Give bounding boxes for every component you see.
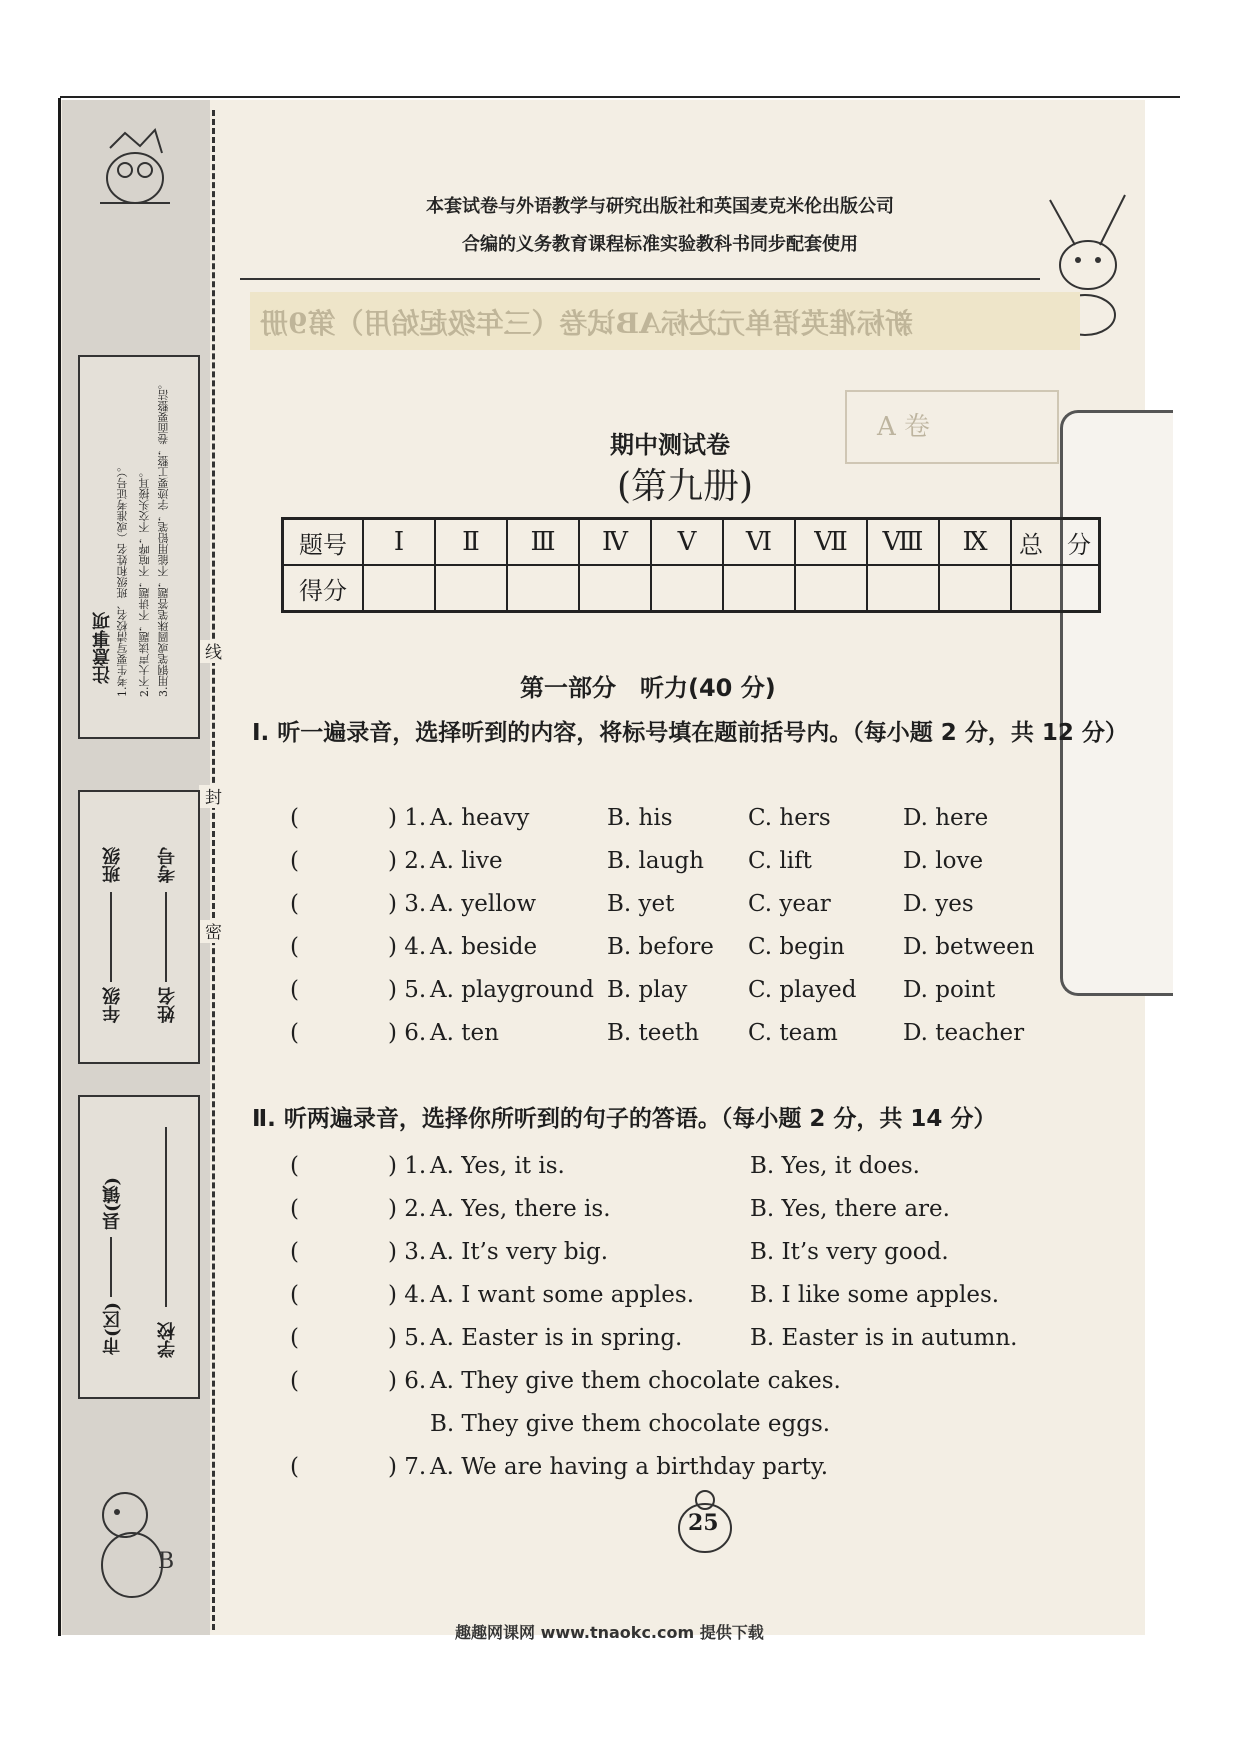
option-a: A. yellow	[430, 891, 537, 917]
answer-paren[interactable]: (	[290, 934, 299, 960]
option-b: B. teeth	[607, 1020, 700, 1046]
option-a: A. ten	[430, 1020, 499, 1046]
option-a: A. live	[430, 848, 503, 874]
answer-paren[interactable]: (	[290, 1239, 299, 1265]
option-b: B. before	[607, 934, 714, 960]
option-a: A. Yes, it is.	[430, 1153, 565, 1179]
county-label: 县(镇)	[102, 1177, 123, 1231]
option-b: B. play	[607, 977, 688, 1003]
option-a: A. I want some apples.	[430, 1282, 695, 1308]
grade-label: 年级	[102, 987, 123, 1023]
class-blank[interactable]	[110, 892, 113, 982]
note-2: 2.不大声读题，不讲题，不喧哗，不交头接耳。	[138, 466, 151, 697]
score-cell[interactable]	[579, 565, 651, 612]
note-1: 1.考生要写清校名、班级和姓名（或准考证号）。	[116, 461, 129, 697]
cut-word-seal: 封	[199, 785, 224, 808]
option-a: A. It’s very big.	[430, 1239, 609, 1265]
svg-text:B: B	[158, 1549, 175, 1574]
option-a: A. Easter is in spring.	[430, 1325, 683, 1351]
download-footer[interactable]: 趣趣网课网 www.tnaokc.com 提供下载	[455, 1623, 764, 1642]
school-blank[interactable]	[165, 1127, 168, 1307]
header-rule	[240, 278, 1040, 280]
option-b: B. Yes, it does.	[750, 1153, 920, 1179]
answer-paren[interactable]: (	[290, 1454, 299, 1480]
option-d: D. teacher	[903, 1020, 1025, 1046]
score-cell[interactable]	[867, 565, 939, 612]
exam-title: 期中测试卷	[610, 431, 730, 459]
column-7: Ⅶ	[795, 519, 867, 566]
notes-box	[78, 355, 200, 739]
column-9: Ⅸ	[939, 519, 1011, 566]
answer-paren[interactable]: (	[290, 1153, 299, 1179]
question-number-row	[283, 519, 1100, 566]
cut-word-line: 线	[199, 640, 224, 663]
option-b: B. It’s very good.	[750, 1239, 949, 1265]
cut-word-secret: 密	[199, 920, 224, 943]
option-d: D. between	[903, 934, 1035, 960]
answer-paren[interactable]: (	[290, 1196, 299, 1222]
answer-paren[interactable]: (	[290, 848, 299, 874]
option-b: B. yet	[607, 891, 675, 917]
column-1: Ⅰ	[363, 519, 435, 566]
school-info-box	[78, 1095, 200, 1399]
score-cell[interactable]	[795, 565, 867, 612]
question-number: ) 1.	[388, 805, 427, 831]
option-c: C. team	[748, 1020, 838, 1046]
section-2-instruction: Ⅱ. 听两遍录音，选择你所听到的句子的答语。（每小题 2 分，共 14 分）	[252, 1106, 997, 1132]
question-number: ) 6.	[388, 1020, 427, 1046]
answer-paren[interactable]: (	[290, 891, 299, 917]
option-c: C. played	[748, 977, 857, 1003]
section-1-instruction: Ⅰ. 听一遍录音，选择听到的内容，将标号填在题前括号内。（每小题 2 分，共 12 分）	[252, 720, 1128, 746]
option-c: C. year	[748, 891, 831, 917]
score-table	[281, 517, 1101, 613]
bleed-through-box	[845, 390, 1059, 464]
publisher-line-2: 合编的义务教育课程标准实验教科书同步配套使用	[462, 234, 858, 255]
score-cell[interactable]	[651, 565, 723, 612]
column-8: Ⅷ	[867, 519, 939, 566]
owl-cartoon-icon	[70, 118, 200, 218]
score-row	[283, 565, 1100, 612]
option-a: A. We are having a birthday party.	[430, 1454, 829, 1480]
column-6: Ⅵ	[723, 519, 795, 566]
option-c: C. begin	[748, 934, 845, 960]
bear-cartoon-icon	[70, 1480, 200, 1610]
option-b: B. laugh	[607, 848, 704, 874]
answer-paren[interactable]: (	[290, 1325, 299, 1351]
name-label: 姓名	[157, 987, 178, 1023]
option-b: B. They give them chocolate eggs.	[430, 1411, 831, 1437]
scan-top-border	[60, 96, 1180, 98]
option-b: B. his	[607, 805, 673, 831]
underlying-paper-edge	[1060, 410, 1173, 996]
question-number: ) 6.	[388, 1368, 427, 1394]
question-number: ) 2.	[388, 848, 427, 874]
score-cell[interactable]	[507, 565, 579, 612]
option-b: B. Yes, there are.	[750, 1196, 950, 1222]
column-3: Ⅲ	[507, 519, 579, 566]
answer-paren[interactable]: (	[290, 1020, 299, 1046]
option-c: C. lift	[748, 848, 812, 874]
question-number: ) 4.	[388, 934, 427, 960]
option-a: A. playground	[430, 977, 594, 1003]
option-d: D. yes	[903, 891, 974, 917]
part-one-heading: 第一部分 听力(40 分)	[520, 674, 776, 702]
question-number: ) 2.	[388, 1196, 427, 1222]
score-cell[interactable]	[363, 565, 435, 612]
question-number: ) 3.	[388, 1239, 427, 1265]
score-cell[interactable]	[939, 565, 1011, 612]
bleed-box-text: A 卷	[877, 412, 931, 442]
option-d: D. love	[903, 848, 984, 874]
total-label: 总 分	[1011, 519, 1100, 566]
student-info-box	[78, 790, 200, 1064]
score-cell[interactable]	[723, 565, 795, 612]
option-c: C. hers	[748, 805, 831, 831]
page-number: 25	[688, 1510, 719, 1536]
option-d: D. here	[903, 805, 989, 831]
total-score-cell[interactable]	[1011, 565, 1100, 612]
answer-paren[interactable]: (	[290, 805, 299, 831]
question-number: ) 4.	[388, 1282, 427, 1308]
answer-paren[interactable]: (	[290, 977, 299, 1003]
option-a: A. They give them chocolate cakes.	[430, 1368, 841, 1394]
question-number-label: 题号	[283, 519, 364, 566]
option-d: D. point	[903, 977, 996, 1003]
option-a: A. Yes, there is.	[430, 1196, 611, 1222]
question-number: ) 3.	[388, 891, 427, 917]
class-label: 班级	[102, 847, 123, 883]
column-5: Ⅴ	[651, 519, 723, 566]
cut-line	[212, 110, 215, 1630]
exam-number-blank[interactable]	[165, 892, 168, 982]
county-blank[interactable]	[110, 1237, 113, 1297]
question-number: ) 5.	[388, 1325, 427, 1351]
mirrored-bleed-text: 新标准英语单元达标AB试卷（三年级起始用）第9册	[260, 307, 913, 340]
answer-paren[interactable]: (	[290, 1368, 299, 1394]
notes-label: 注意事项	[92, 612, 113, 684]
option-a: A. heavy	[430, 805, 530, 831]
answer-paren[interactable]: (	[290, 1282, 299, 1308]
exam-number-label: 考号	[157, 847, 178, 883]
column-2: Ⅱ	[435, 519, 507, 566]
question-number: ) 7.	[388, 1454, 427, 1480]
scan-left-border	[58, 98, 61, 1636]
option-a: A. beside	[430, 934, 538, 960]
note-3: 3.用钢笔或圆珠笔答题，不能用铅笔，字迹要工整，卷面要整洁。	[157, 378, 170, 697]
city-label: 市(区)	[102, 1302, 123, 1356]
option-b: B. Easter is in autumn.	[750, 1325, 1018, 1351]
score-cell[interactable]	[435, 565, 507, 612]
exam-subtitle: (第九册)	[616, 466, 754, 507]
question-number: ) 5.	[388, 977, 427, 1003]
question-number: ) 1.	[388, 1153, 427, 1179]
publisher-line-1: 本套试卷与外语教学与研究出版社和英国麦克米伦出版公司	[426, 196, 894, 217]
option-b: B. I like some apples.	[750, 1282, 1000, 1308]
school-label: 学校	[157, 1322, 178, 1358]
score-label: 得分	[283, 565, 364, 612]
column-4: Ⅳ	[579, 519, 651, 566]
